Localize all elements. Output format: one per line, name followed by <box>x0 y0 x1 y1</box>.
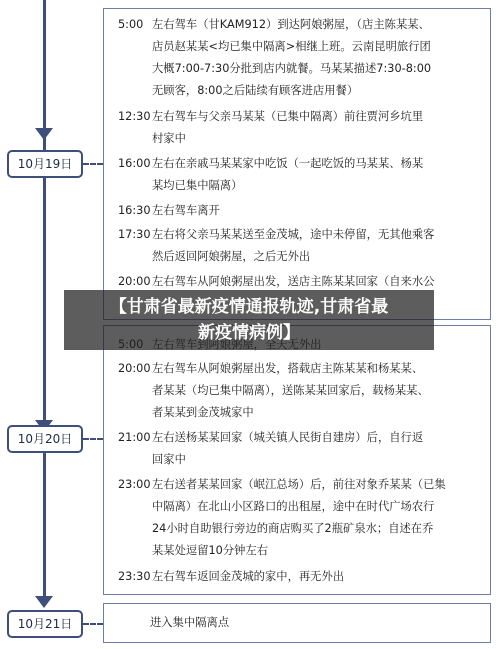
entry-text <box>152 200 478 222</box>
entry-text <box>152 427 478 471</box>
entry <box>118 427 478 471</box>
connector-day-3 <box>83 623 103 625</box>
entry-text <box>152 566 478 588</box>
entry-time: 17:30 <box>118 228 151 241</box>
date-label-day-3: 10月21日 <box>7 610 83 638</box>
timeline-arrow-1 <box>35 128 53 140</box>
entry-line: 进入集中隔离点 <box>150 616 230 629</box>
entry-line: 左右将父亲马某某送至金茂城，途中未停留，无其他乘客 <box>152 228 435 241</box>
entry-time: 21:00 <box>118 431 151 444</box>
entry <box>150 612 500 634</box>
entry-text <box>152 358 478 424</box>
entry-line: 左右在亲戚马某某家中吃饭（一起吃饭的马某某、杨某 <box>152 157 424 170</box>
day-3-panel <box>103 603 491 643</box>
day-1-panel <box>103 8 491 320</box>
entry <box>118 358 478 424</box>
entry-text <box>152 474 478 562</box>
entry-time: 12:30 <box>118 110 151 123</box>
day-2-panel <box>103 325 491 595</box>
entry-line: 左右驾车从阿娘粥屋出发，搭载店主陈某某和杨某某、 <box>152 362 424 375</box>
entry <box>118 566 478 588</box>
entry-text <box>152 153 478 197</box>
entry-line: 左右送者某某回家（岷江总场）后，前往对象乔某某（已集 <box>152 478 446 491</box>
entry-line: 无顾客，8:00之后陆续有顾客进店用餐） <box>152 84 359 97</box>
entry-text <box>152 106 478 150</box>
entry-line: 左右驾车离开 <box>152 204 220 217</box>
date-label-day-2: 10月20日 <box>7 425 83 453</box>
banner-line-1: 【甘肃省最新疫情通报轨迹,甘肃省最 <box>109 297 389 317</box>
banner-line-2: 新疫情病例】 <box>198 323 300 343</box>
entry-line: 大概7:00-7:30分批到店内就餐。马某某描述7:30-8:00 <box>152 62 432 75</box>
entry-line: 然后返回阿娘粥屋，之后无外出 <box>152 250 311 263</box>
entry-line: 某均已集中隔离） <box>152 179 243 192</box>
entry-time: 20:00 <box>118 275 151 288</box>
entry-text <box>152 224 478 268</box>
entry-line: 左右驾车（甘KAM912）到达阿娘粥屋，（店主陈某某、 <box>152 18 430 31</box>
entry-line: 某某处逗留10分钟左右 <box>152 544 269 557</box>
entry-text <box>152 14 478 102</box>
entry-time: 16:30 <box>118 204 151 217</box>
entry-line: 左右驾车返回金茂城的家中，再无外出 <box>152 570 345 583</box>
entry <box>118 224 478 268</box>
entry <box>118 14 478 102</box>
entry-line: 回家中 <box>152 453 186 466</box>
entry-line: 中隔离）在北山小区路口的出租屋，途中在时代广场农行 <box>152 500 435 513</box>
timeline-axis <box>43 0 46 600</box>
entry-line: 左右送杨某某回家（城关镇人民街自建房）后，自行返 <box>152 431 424 444</box>
title-banner <box>64 290 434 350</box>
connector-day-1 <box>83 163 103 165</box>
entry-line: 店员赵某某<均已集中隔离>相继上班。云南昆明旅行团 <box>152 40 431 53</box>
entry-line: 左右驾车从阿娘粥屋出发，送店主陈某某回家（自来水公 <box>152 275 435 288</box>
connector-day-2 <box>83 438 103 440</box>
entry-text <box>150 612 500 634</box>
date-label-day-1: 10月19日 <box>7 150 83 178</box>
entry-line: 左右驾车与父亲马某某（已集中隔离）前往贾河乡坑里 <box>152 110 424 123</box>
entry-time: 5:00 <box>118 18 144 31</box>
entry <box>118 474 478 562</box>
entry-time: 20:00 <box>118 362 151 375</box>
entry-time: 23:30 <box>118 570 151 583</box>
entry-time: 16:00 <box>118 157 151 170</box>
timeline-arrow-3 <box>35 596 53 608</box>
entry-line: 者某某到金茂城家中 <box>152 406 254 419</box>
entry <box>118 200 478 222</box>
entry <box>118 106 478 150</box>
entry <box>118 153 478 197</box>
entry-time: 23:00 <box>118 478 151 491</box>
entry-line: 24小时自助银行旁边的商店购买了2瓶矿泉水；自述在乔 <box>152 522 434 535</box>
entry-line: 村家中 <box>152 132 186 145</box>
entry-line: 者某某（均已集中隔离），送陈某某回家后，载杨某某、 <box>152 384 429 397</box>
